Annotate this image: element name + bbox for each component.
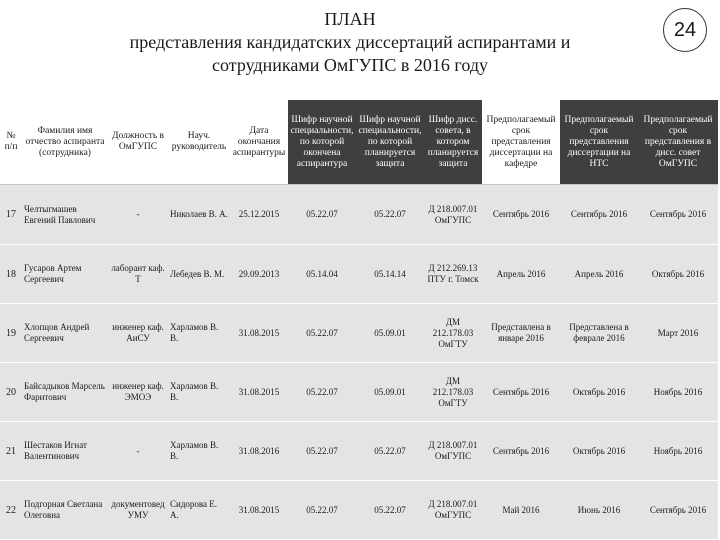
- cell-num: 22: [0, 481, 22, 540]
- header-supervisor: Науч. руководитель: [168, 100, 230, 185]
- cell-council-omgups: Сентябрь 2016: [638, 481, 718, 540]
- cell-kafedra: Представлена в январе 2016: [482, 304, 560, 363]
- table-row: [0, 304, 718, 363]
- cell-position: -: [108, 185, 168, 245]
- cell-kafedra: Апрель 2016: [482, 245, 560, 304]
- plan-table: [0, 100, 718, 540]
- page-number-badge: 24: [663, 8, 707, 52]
- cell-supervisor: Лебедев В. М.: [168, 245, 230, 304]
- cell-name: Подгорная Светлана Олеговна: [22, 481, 108, 540]
- cell-spec-planned: 05.22.07: [356, 481, 424, 540]
- cell-supervisor: Сидорова Е. А.: [168, 481, 230, 540]
- cell-kafedra: Сентябрь 2016: [482, 363, 560, 422]
- cell-spec-planned: 05.09.01: [356, 363, 424, 422]
- cell-name: Челтыгмашев Евгений Павлович: [22, 185, 108, 245]
- cell-num: 19: [0, 304, 22, 363]
- cell-council: ДМ 212.178.03 ОмГТУ: [424, 304, 482, 363]
- header-spec-studied: Шифр научной специальности, по которой окончена аспирантура: [288, 100, 356, 185]
- cell-nts: Октябрь 2016: [560, 422, 638, 481]
- cell-council: Д 218.007.01 ОмГУПС: [424, 422, 482, 481]
- cell-council: Д 218.007.01 ОмГУПС: [424, 185, 482, 245]
- cell-council: ДМ 212.178.03 ОмГТУ: [424, 363, 482, 422]
- cell-name: Байсадыков Марсель Фаритович: [22, 363, 108, 422]
- cell-council-omgups: Сентябрь 2016: [638, 185, 718, 245]
- cell-num: 17: [0, 185, 22, 245]
- cell-supervisor: Николаев В. А.: [168, 185, 230, 245]
- header-name: Фамилия имя отчество аспиранта (сотрудника): [22, 100, 108, 185]
- cell-end-date: 31.08.2015: [230, 304, 288, 363]
- cell-kafedra: Май 2016: [482, 481, 560, 540]
- document-title: [70, 8, 630, 77]
- header-council: Шифр дисс. совета, в котором планируется защита: [424, 100, 482, 185]
- cell-end-date: 25.12.2015: [230, 185, 288, 245]
- header-end-date: Дата окончания аспирантуры: [230, 100, 288, 185]
- cell-nts: Июнь 2016: [560, 481, 638, 540]
- cell-spec-studied: 05.14.04: [288, 245, 356, 304]
- cell-end-date: 29.09.2013: [230, 245, 288, 304]
- cell-name: Хлопцов Андрей Сергеевич: [22, 304, 108, 363]
- cell-supervisor: Харламов В. В.: [168, 422, 230, 481]
- table-header-row: [0, 100, 718, 185]
- cell-council-omgups: Ноябрь 2016: [638, 422, 718, 481]
- cell-name: Шестаков Игнат Валентинович: [22, 422, 108, 481]
- cell-council-omgups: Октябрь 2016: [638, 245, 718, 304]
- cell-nts: Апрель 2016: [560, 245, 638, 304]
- cell-name: Гусаров Артем Сергеевич: [22, 245, 108, 304]
- cell-council: Д 212.269.13 ПТУ г. Томск: [424, 245, 482, 304]
- header-spec-planned: Шифр научной специальности, по которой планируется защита: [356, 100, 424, 185]
- title-line-2: представления кандидатских диссертаций аспирантами и: [129, 32, 571, 52]
- table-row: [0, 363, 718, 422]
- cell-nts: Октябрь 2016: [560, 363, 638, 422]
- cell-position: документовед УМУ: [108, 481, 168, 540]
- cell-num: 21: [0, 422, 22, 481]
- cell-council-omgups: Ноябрь 2016: [638, 363, 718, 422]
- cell-nts: Представлена в феврале 2016: [560, 304, 638, 363]
- cell-end-date: 31.08.2015: [230, 481, 288, 540]
- cell-nts: Сентябрь 2016: [560, 185, 638, 245]
- cell-spec-studied: 05.22.07: [288, 481, 356, 540]
- cell-end-date: 31.08.2016: [230, 422, 288, 481]
- cell-position: лаборант каф. Т: [108, 245, 168, 304]
- cell-council-omgups: Март 2016: [638, 304, 718, 363]
- cell-spec-planned: 05.14.14: [356, 245, 424, 304]
- table-row: [0, 245, 718, 304]
- cell-position: инженер каф. ЭМОЭ: [108, 363, 168, 422]
- cell-council: Д 218.007.01 ОмГУПС: [424, 481, 482, 540]
- cell-num: 20: [0, 363, 22, 422]
- table-row: [0, 185, 718, 245]
- header-kafedra: Предполагаемый срок представления диссертации на кафедре: [482, 100, 560, 185]
- header-num: № п/п: [0, 100, 22, 185]
- table-row: [0, 481, 718, 540]
- header-nts: Предполагаемый срок представления диссертации на НТС: [560, 100, 638, 185]
- cell-spec-studied: 05.22.07: [288, 363, 356, 422]
- cell-supervisor: Харламов В. В.: [168, 304, 230, 363]
- cell-supervisor: Харламов В. В.: [168, 363, 230, 422]
- cell-position: -: [108, 422, 168, 481]
- cell-spec-studied: 05.22.07: [288, 304, 356, 363]
- title-line-1: ПЛАН: [324, 9, 376, 29]
- cell-spec-studied: 05.22.07: [288, 422, 356, 481]
- cell-spec-planned: 05.22.07: [356, 185, 424, 245]
- cell-kafedra: Сентябрь 2016: [482, 422, 560, 481]
- header-position: Должность в ОмГУПС: [108, 100, 168, 185]
- cell-spec-studied: 05.22.07: [288, 185, 356, 245]
- cell-num: 18: [0, 245, 22, 304]
- cell-spec-planned: 05.09.01: [356, 304, 424, 363]
- title-line-3: сотрудниками ОмГУПС в 2016 году: [212, 55, 488, 75]
- cell-kafedra: Сентябрь 2016: [482, 185, 560, 245]
- cell-spec-planned: 05.22.07: [356, 422, 424, 481]
- table-row: [0, 422, 718, 481]
- cell-position: инженер каф. АиСУ: [108, 304, 168, 363]
- header-council-omgups: Предполагаемый срок представления в дисс. совет ОмГУПС: [638, 100, 718, 185]
- cell-end-date: 31.08.2015: [230, 363, 288, 422]
